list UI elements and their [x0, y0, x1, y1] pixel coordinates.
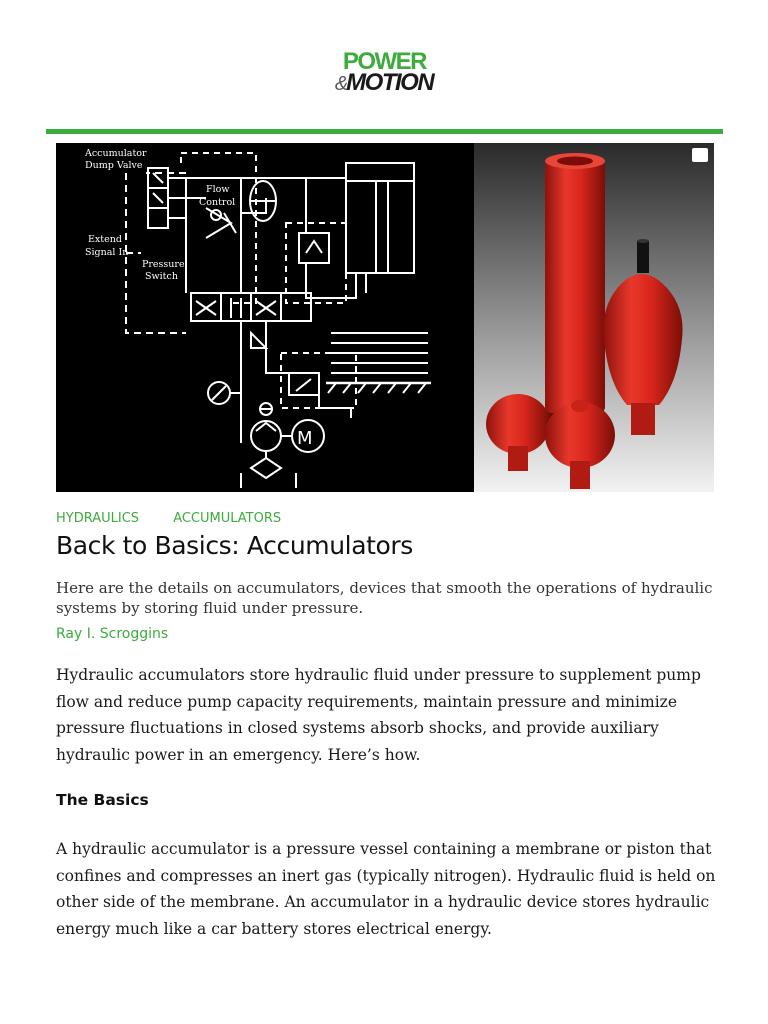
label-signal-in: Signal In	[85, 247, 129, 258]
label-accumulator: Accumulator	[85, 148, 147, 159]
category-accumulators-link[interactable]: ACCUMULATORS	[173, 511, 282, 526]
author-link[interactable]: Ray I. Scroggins	[56, 626, 169, 642]
category-hydraulics-link[interactable]: HYDRAULICS	[56, 511, 140, 526]
image-expand-icon[interactable]	[692, 148, 708, 162]
logo-ampersand: &	[334, 73, 347, 95]
body-paragraph-1: Hydraulic accumulators store hydraulic fluid under pressure to supplement pump flow and reduce pump capacity requirements, maintain pressure and minimize pressure fluctuations in closed systems absorb shocks, and provide auxiliary hydraulic power in an emergency. Here’s how.	[56, 666, 701, 764]
article-title: Back to Basics: Accumulators	[56, 531, 413, 560]
label-extend: Extend	[88, 234, 122, 245]
hero-illustration	[56, 143, 714, 492]
label-pressure: Pressure	[142, 259, 185, 270]
logo-motion-text	[335, 71, 433, 95]
article-dek: Here are the details on accumulators, devices that smooth the operations of hydraulic systems by storing fluid under pressure.	[56, 579, 713, 617]
motor-letter: M	[297, 428, 313, 449]
label-flow: Flow	[206, 184, 230, 195]
header-divider	[46, 129, 723, 134]
logo-power-text: POWER	[342, 48, 426, 75]
brand-logo[interactable]	[0, 50, 768, 95]
label-switch: Switch	[145, 271, 178, 282]
section-subheading: The Basics	[56, 791, 149, 809]
label-dump-valve: Dump Valve	[85, 160, 143, 171]
body-paragraph-2: A hydraulic accumulator is a pressure vessel containing a membrane or piston that confines and compresses an inert gas (typically nitrogen). Hydraulic fluid is held on other side of the membrane. An accumulator in a hydraulic device stores hydraulic energy much like a car battery stores electrical energy.	[56, 840, 716, 938]
label-control: Control	[199, 197, 236, 208]
logo-motion-word: MOTION	[346, 69, 434, 96]
hero-image	[56, 143, 714, 492]
category-tags	[56, 511, 311, 526]
